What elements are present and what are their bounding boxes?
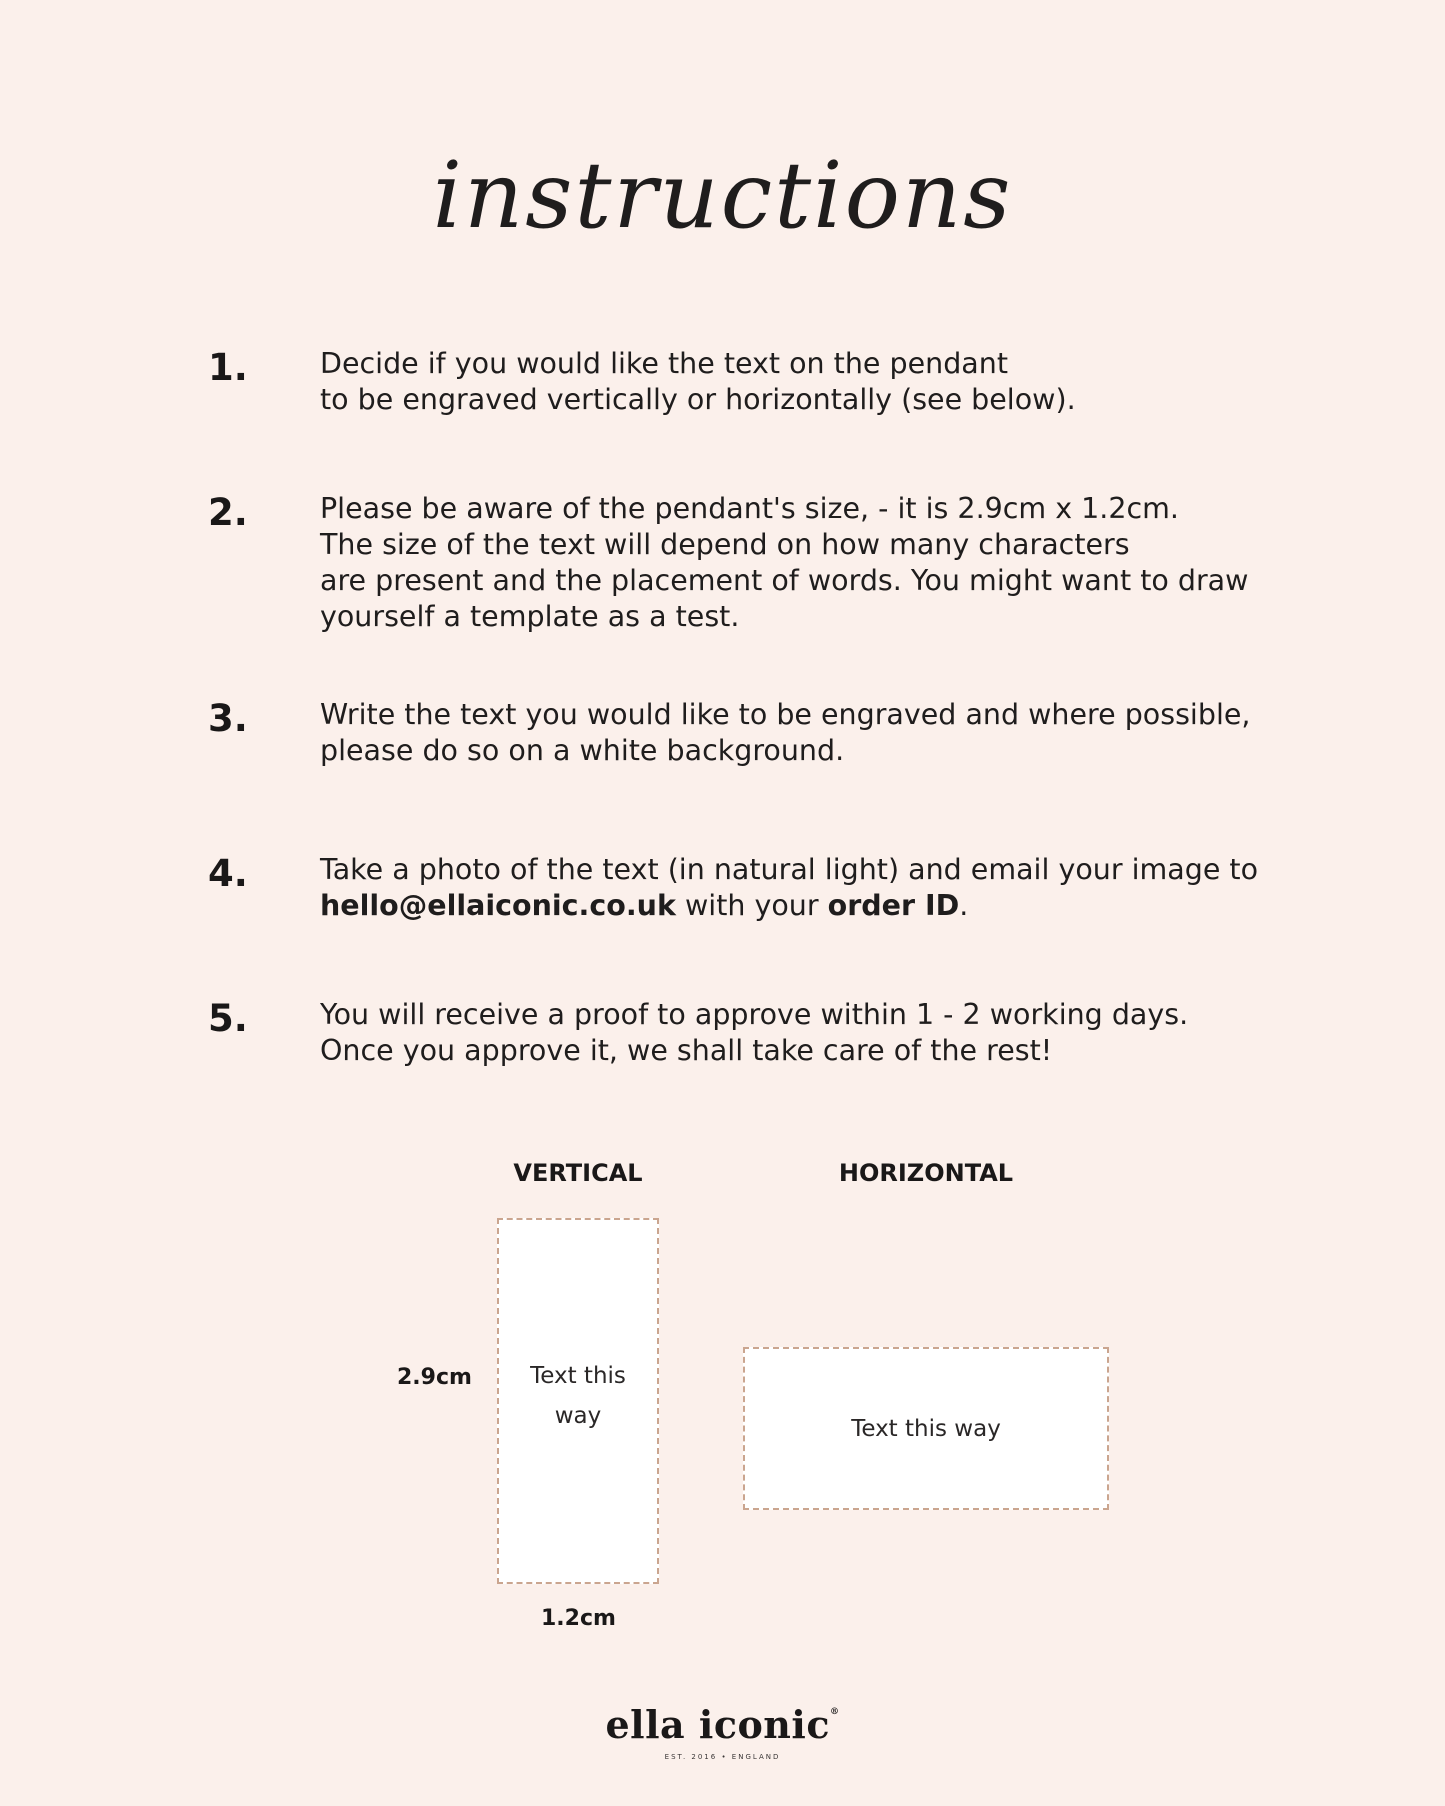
vertical-pendant-text: [530, 1356, 626, 1436]
brand-logo: [0, 1702, 1445, 1761]
step-text: [320, 491, 1280, 635]
pendant-text-line: Text this: [530, 1363, 626, 1389]
step-text-line: Decide if you would like the text on the pendant: [320, 347, 1008, 380]
height-dimension-label: 2.9cm: [397, 1365, 472, 1390]
step-number: 5.: [208, 997, 248, 1040]
step-text-line: Once you approve it, we shall take care of the rest!: [320, 1034, 1053, 1067]
vertical-pendant-template: [497, 1218, 659, 1584]
registered-mark: ®: [830, 1707, 840, 1717]
brand-logo-tagline: EST. 2016 • ENGLAND: [664, 1753, 781, 1761]
step-number: 1.: [208, 346, 248, 389]
step-text: [320, 697, 1280, 769]
step-text-line: are present and the placement of words. You might want to draw: [320, 564, 1249, 597]
horizontal-pendant-template: [743, 1347, 1109, 1510]
step-number: 3.: [208, 697, 248, 740]
step-text-line: please do so on a white background.: [320, 734, 845, 767]
step-text-line: [320, 888, 1280, 924]
brand-logo-name: ella iconic: [605, 1702, 831, 1747]
step-number: 2.: [208, 491, 248, 534]
order-id-text: order ID: [827, 889, 960, 922]
step-text: [320, 852, 1280, 924]
step-text-line: to be engraved vertically or horizontally (see below).: [320, 383, 1076, 416]
step-text-line: You will receive a proof to approve within 1 - 2 working days.: [320, 998, 1189, 1031]
step-number: 4.: [208, 852, 248, 895]
pendant-text-line: way: [554, 1403, 602, 1429]
brand-logo-wordmark: [0, 1702, 1445, 1747]
step-text-fragment: with your: [675, 889, 828, 922]
vertical-heading: VERTICAL: [513, 1159, 643, 1187]
step-text: [320, 346, 1280, 418]
step-text-line: Take a photo of the text (in natural light) and email your image to: [320, 853, 1259, 886]
step-text-line: Please be aware of the pendant's size, - it is 2.9cm x 1.2cm.: [320, 492, 1179, 525]
page-title: instructions: [432, 142, 1013, 249]
contact-email-link[interactable]: hello@ellaiconic.co.uk: [320, 889, 676, 922]
horizontal-pendant-text: Text this way: [851, 1415, 1001, 1442]
step-text: [320, 997, 1280, 1069]
step-text-line: Write the text you would like to be engraved and where possible,: [320, 698, 1251, 731]
width-dimension-label: 1.2cm: [541, 1606, 616, 1631]
step-text-line: yourself a template as a test.: [320, 600, 740, 633]
horizontal-heading: HORIZONTAL: [838, 1159, 1014, 1187]
step-text-fragment: .: [959, 889, 969, 922]
step-text-line: The size of the text will depend on how many characters: [320, 528, 1130, 561]
